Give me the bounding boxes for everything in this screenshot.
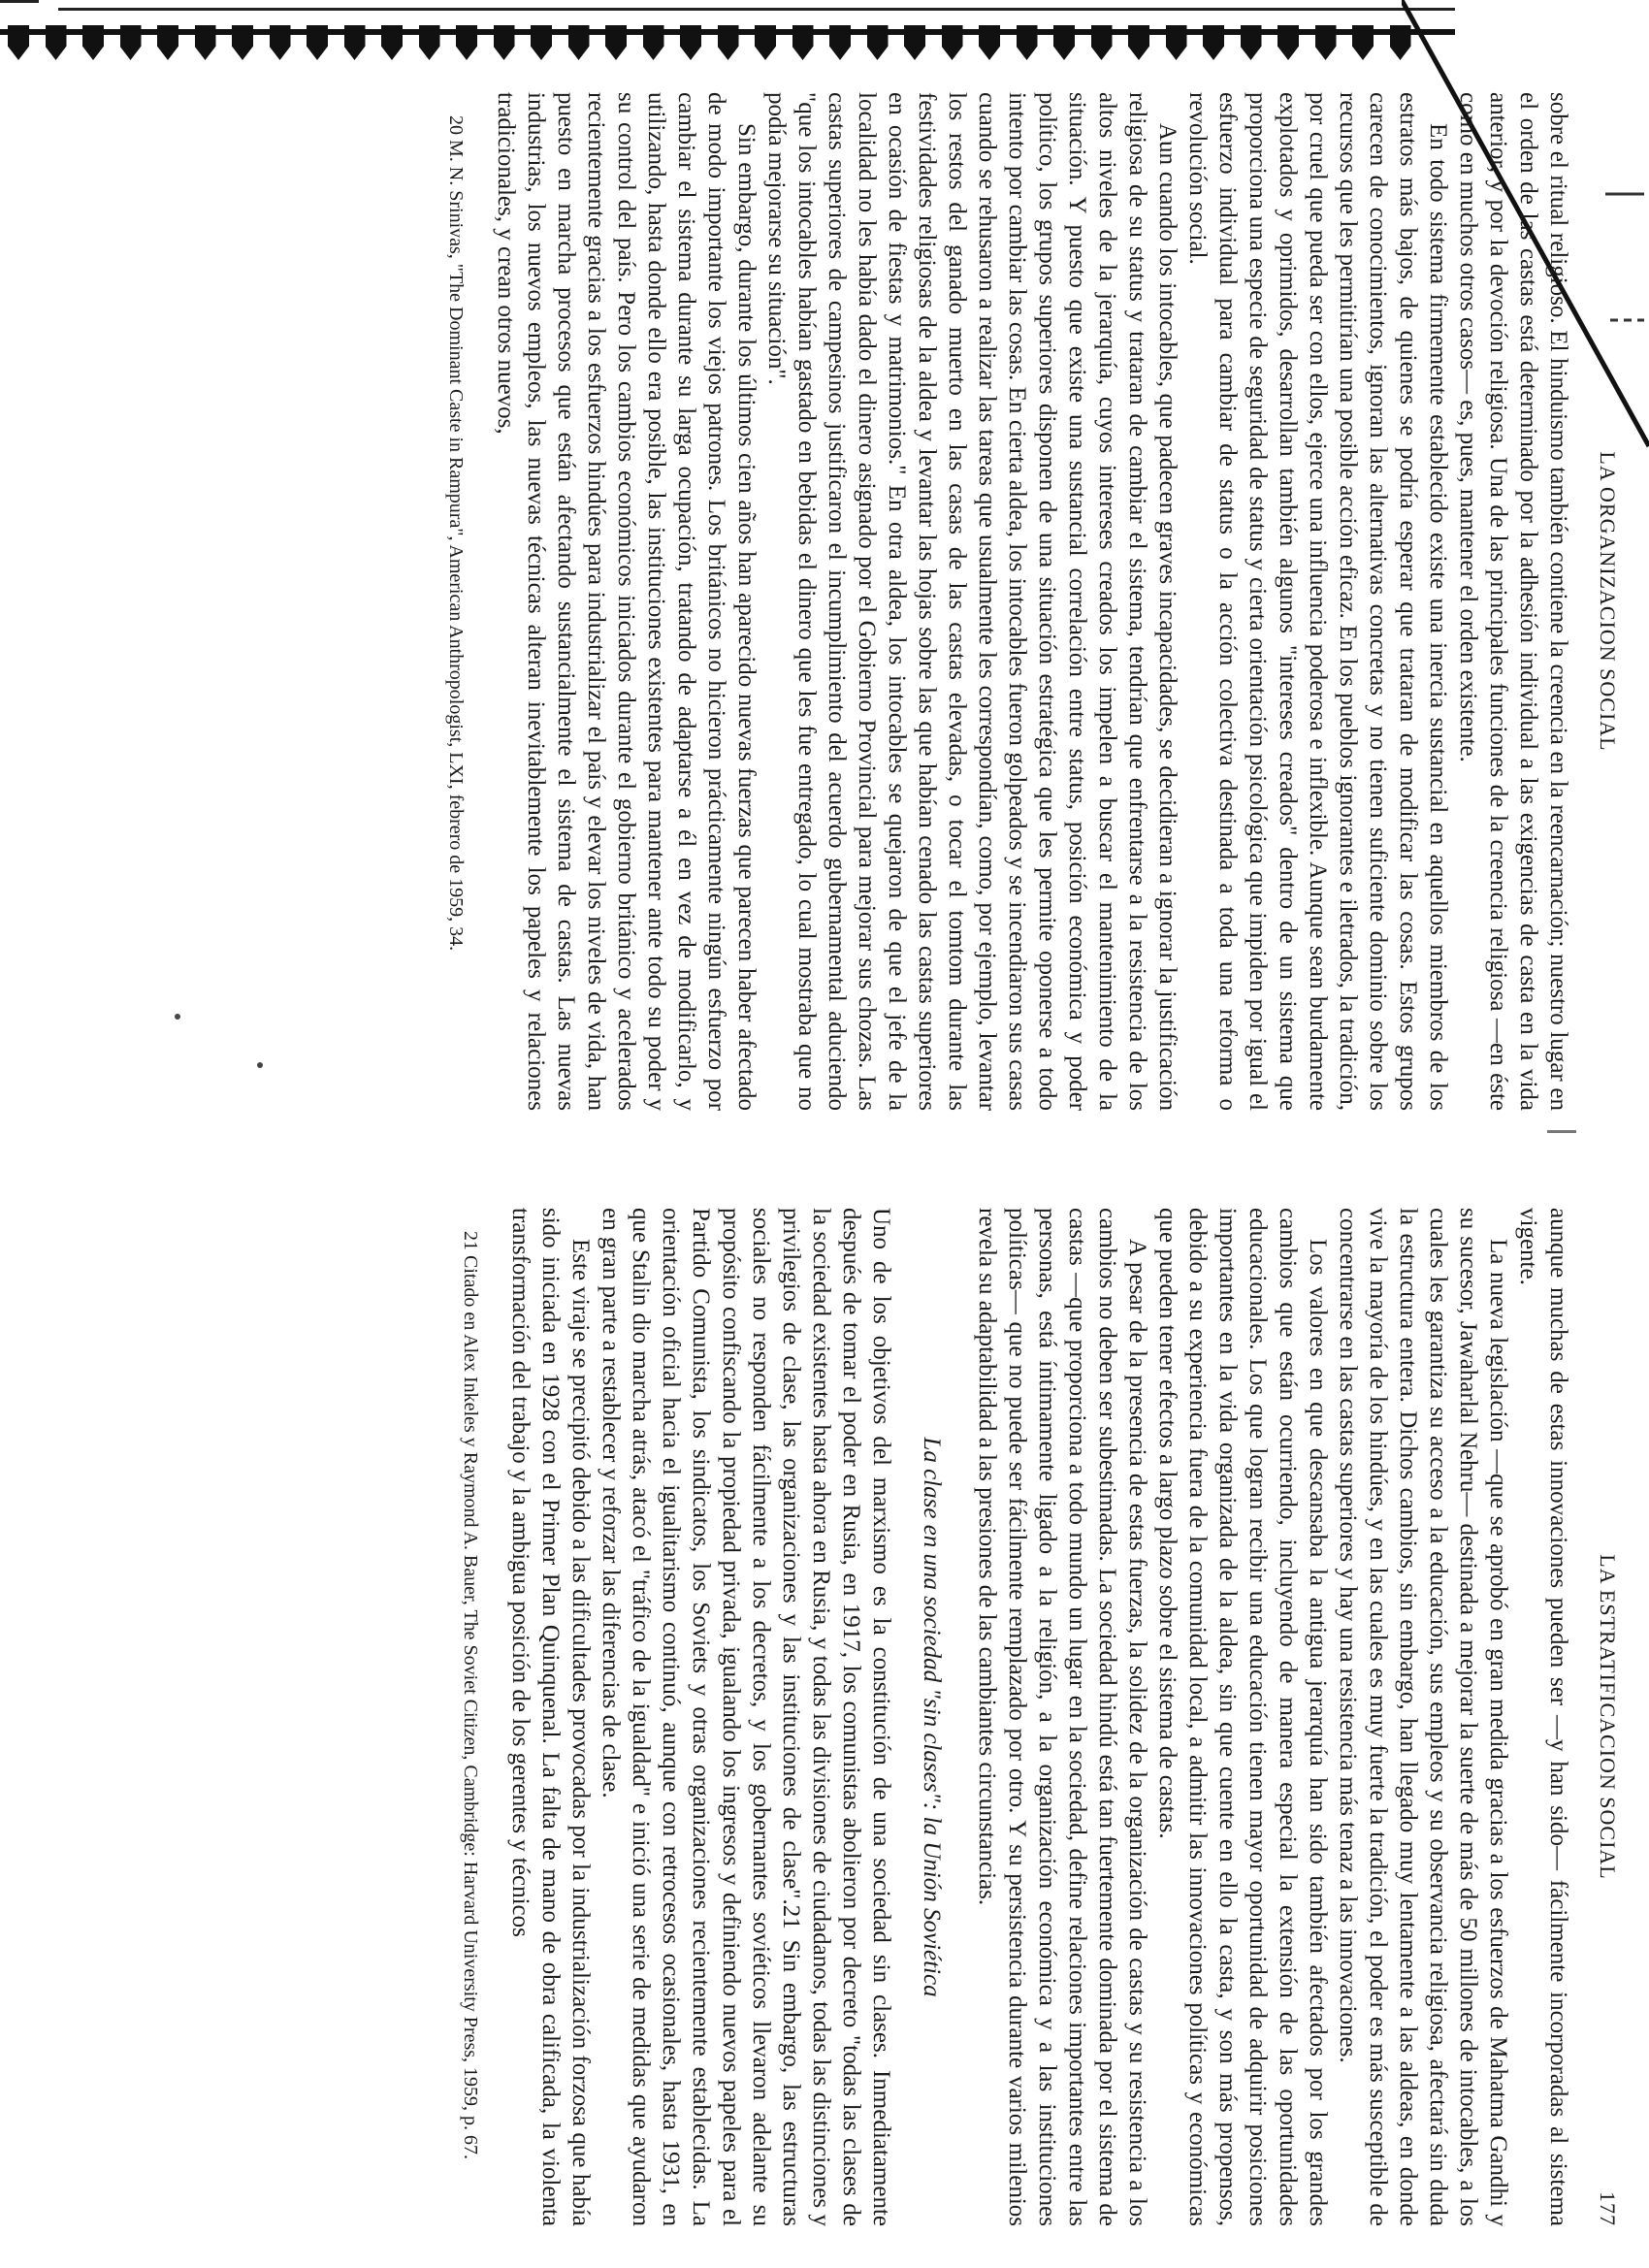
paragraph: Este viraje se precipitó debido a las dificultades provocadas por la industrialización forzosa que había sido iniciada en 1928 con el Primer Plan Quinquenal. La falta de mano de obra calificada, la violenta transformación del trabajo y la ambigua posición de los gerentes y técnicos: [507, 1208, 594, 2226]
paragraph: aunque muchas de estas innovaciones pueden ser —y han sido— fácilmente incorporadas al sistema vigente.: [1515, 1208, 1571, 2226]
binding-tooth: [195, 25, 216, 60]
binding-tooth: [1053, 25, 1075, 60]
footnote: 20 M. N. Srinivas, "The Dominant Caste in Rampura", American Anthropologist, LXI, febrero de 1959, 34.: [445, 115, 467, 952]
binding-tooth: [1352, 25, 1374, 60]
binding-tooth: [456, 25, 477, 60]
binding-tooth: [1166, 25, 1187, 60]
binding-tooth: [307, 25, 328, 60]
binding-tooth: [1277, 25, 1299, 60]
binding-tooth: [755, 25, 776, 60]
paragraph: sobre el ritual religioso. El hinduismo también contiene la creencia en la reencarnación; nuestro lugar en el orden de las castas está determinado por la adhesión individual a las exigencias de casta en la vida anterior, y por la devoción religiosa. Una de las principales funciones de la creencia religiosa —en éste como en muchos otros casos— es, pues, mantener el orden existente.: [1455, 92, 1571, 1111]
binding-tooth: [419, 25, 440, 60]
paragraph: Los valores en que descansaba la antigua jerarquía han sido también afectados por los grandes cambios que están ocurriendo, incluyendo de manera especial la extensión de las oportunidades educacionales. Los que logran recibir una educación tienen mayor oportunidad de adquirir posiciones importantes en la vida organizada de la aldea, sin que cuente en ello la casta, y son más propensos, debido a su experiencia fuera de la comunidad local, a admitir las innovaciones políticas y económicas que pueden tener efectos a largo plazo sobre el sistema de castas.: [1154, 1208, 1331, 2226]
binding-tooth: [718, 25, 739, 60]
running-head-left: [1595, 92, 1620, 1111]
binding-tooth: [8, 25, 29, 60]
binding-tooth: [792, 25, 814, 60]
binding-tooth: [232, 25, 253, 60]
binding-tooth: [1091, 25, 1113, 60]
binding-tooth: [46, 25, 67, 60]
binding-tooth: [381, 25, 403, 60]
footnote: 21 Citado en Alex Inkeles y Raymond A. Bauer, The Soviet Citizen, Cambridge: Harvard University Press, 1959, p. 67.: [460, 1231, 481, 2160]
paragraph: La nueva legislación —que se aprobó en gran medida gracias a los esfuerzos de Mahatma Gandhi y su sucesor, Jawaharlal Nehru— destinada a mejorar la suerte de más de 50 millones de intocables, a los cuales les garantiza su acceso a la educación, sus empleos y su observancia religiosa, afectará sin duda la estructura entera. Dichos cambios, sin embargo, han llegado muy lentamente a las aldeas, en donde vive la mayoría de los hindúes, y en las cuales es muy fuerte la tradición, el poder es más susceptible de concentrarse en las castas superiores y hay una resistencia más tenaz a las innovaciones.: [1335, 1208, 1511, 2226]
left-page-body: [491, 92, 1573, 1111]
binding-tooth: [1241, 25, 1262, 60]
binding-tooth: [605, 25, 627, 60]
binding-tooth: [120, 25, 142, 60]
binding-tooth: [82, 25, 104, 60]
binding-tooth: [1128, 25, 1149, 60]
binding-tooth: [904, 25, 925, 60]
right-page: [165, 1208, 1620, 2226]
binding-tooth: [680, 25, 701, 60]
binding-tooth: [157, 25, 178, 60]
left-page: [165, 92, 1620, 1111]
binding-tooth: [979, 25, 1000, 60]
running-head-text: LA ORGANIZACION SOCIAL: [1596, 451, 1620, 752]
running-head-text: LA ESTRATIFICACION SOCIAL: [1596, 1554, 1620, 1880]
scanned-book-spread: [68, 92, 1620, 2255]
binding-tooth: [942, 25, 963, 60]
paragraph: Sin embargo, durante los últimos cien años han aparecido nuevas fuerzas que parecen haber afectado de modo importante los viejos patrones. Los británicos no hicieron prácticamente ningún esfuerzo por cambiar el sistema durante su larga ocupación, tratando de adaptarse a él en vez de modificarlo, y utilizando, hasta donde ello era posible, las instituciones existentes para mantener ante todo su poder y su control del país. Pero los cambios económicos iniciados durante el gobierno británico y acelerados recientemente gracias a los esfuerzos hindúes para industrializar el país y elevar los niveles de vida, han puesto en marcha procesos que están afectando sustancialmente el sistema de castas. Las nuevas industrias, los nuevos empleos, las nuevas técnicas alteran inevitablemente los papeles y relaciones tradicionales, y crean otros nuevos,: [493, 92, 760, 1111]
binding-tooth: [1017, 25, 1038, 60]
binding-tooth: [568, 25, 590, 60]
binding-tooth: [344, 25, 366, 60]
binding-tooth: [829, 25, 851, 60]
section-subheading: La clase en una sociedad "sin clases": la Unión Soviética: [919, 1437, 945, 1997]
binding-tooth: [643, 25, 664, 60]
right-page-body: [505, 1208, 1573, 2226]
paragraph: En todo sistema firmemente establecido existe una inercia sustancial en aquellos miembros de los estratos más bajos, de quienes se podría esperar que trataran de modificar las cosas. Estos grupos carecen de conocimientos, ignoran las alternativas concretas y no tienen suficiente dominio sobre los recursos que les permitirían una posible acción eficaz. En los pueblos ignorantes e iletrados, la tradición, por cruel que pueda ser con ellos, ejerce una influencia poderosa e inflexible. Aunque sean burdamente explotados y oprimidos, desarrollan también algunos "intereses creados" dentro de un sistema que proporciona una especie de seguridad de status y cierta orientación psicológica que impiden por igual el esfuerzo individual para cambiar de status o la acción colectiva destinada a toda una reforma o revolución social.: [1184, 92, 1451, 1111]
binding-tooth: [531, 25, 552, 60]
page-number: 177: [1596, 2191, 1620, 2226]
paragraph: Aun cuando los intocables, que padecen graves incapacidades, se decidieran a ignorar la justificación religiosa de su status y trataran de cambiar el sistema, tendrían que enfrentarse a la resistencia de los altos niveles de la jerarquía, cuyos intereses creados los impelen a buscar el mantenimiento de la situación. Y puesto que existe una sustancial correlación entre status, posición económica y poder político, los grupos superiores disponen de una situación estratégica que les permite oponerse a todo intento por cambiar las cosas. En cierta aldea, los intocables fueron golpeados y se incendiaron sus casas cuando se rehusaron a realizar las tareas que usualmente les correspondían, como, por ejemplo, levantar los restos del ganado muerto en las casas de las castas elevadas, o tocar el tomtom durante las festividades religiosas de la aldea y levantar las hojas sobre las que habían cenado las castas superiores en ocasión de fiestas y matrimonios." En otra aldea, los intocables se quejaron de que el jefe de la localidad no les había dado el dinero asignado por el Gobierno Provincial para mejorar sus chozas. Las castas superiores de campesinos justificaron el incumplimiento del acuerdo gubernamental aduciendo "que los intocables habían gastado en bebidas el dinero que les fue entregado, lo cual mostraba que no podía mejorarse su situación".: [763, 92, 1180, 1111]
binding-tooth: [867, 25, 889, 60]
paragraph: A pesar de la presencia de estas fuerzas, la solidez de la organización de castas y su resistencia a los cambios no deben ser subestimadas. La sociedad hindú está tan fuertemente dominada por el sistema de castas —que proporciona a todo mundo un lugar en la sociedad, define relaciones importantes entre las personas, está íntimamente ligado a la religión, a la organización económica y a las instituciones políticas— que no puede ser fácilmente remplazado por otro. Y su persistencia durante varios milenios revela su adaptabilidad a las presiones de las cambiantes circunstancias.: [974, 1208, 1150, 2226]
binding-tooth: [270, 25, 291, 60]
binding-tooth: [1315, 25, 1337, 60]
footnotes-left: [443, 92, 468, 1111]
running-head-right: [1595, 1208, 1620, 2226]
footnotes-right: [458, 1208, 482, 2226]
paragraph: Uno de los objetivos del marxismo es la constitución de una sociedad sin clases. Inmediatamente después de tomar el poder en Rusia, en 1917, los comunistas abolieron por decreto "todas las clases de la sociedad existentes hasta ahora en Rusia, y todas las divisiones de ciudadanos, todas las distinciones y privilegios de clase, las organizaciones y las instituciones de clase".21 Sin embargo, las estructuras sociales no responden fácilmente a los decretos, y los gobernantes soviéticos llevaron adelante su propósito confiscando la propiedad privada, igualando los ingresos y definiendo nuevos papeles para el Partido Comunista, los sindicatos, los Soviets y otras organizaciones recientemente establecidas. La orientación oficial hacia el igualitarismo continuó, aunque con retrocesos ocasionales, hasta 1931, en que Stalin dio marcha atrás, atacó el "tráfico de la igualdad" e inició una serie de medidas que ayudaron en gran parte a restablecer y reforzar las diferencias de clase.: [598, 1208, 894, 2226]
spiral-binding: [0, 0, 1455, 68]
binding-tooth: [494, 25, 515, 60]
binding-tooth: [1203, 25, 1224, 60]
